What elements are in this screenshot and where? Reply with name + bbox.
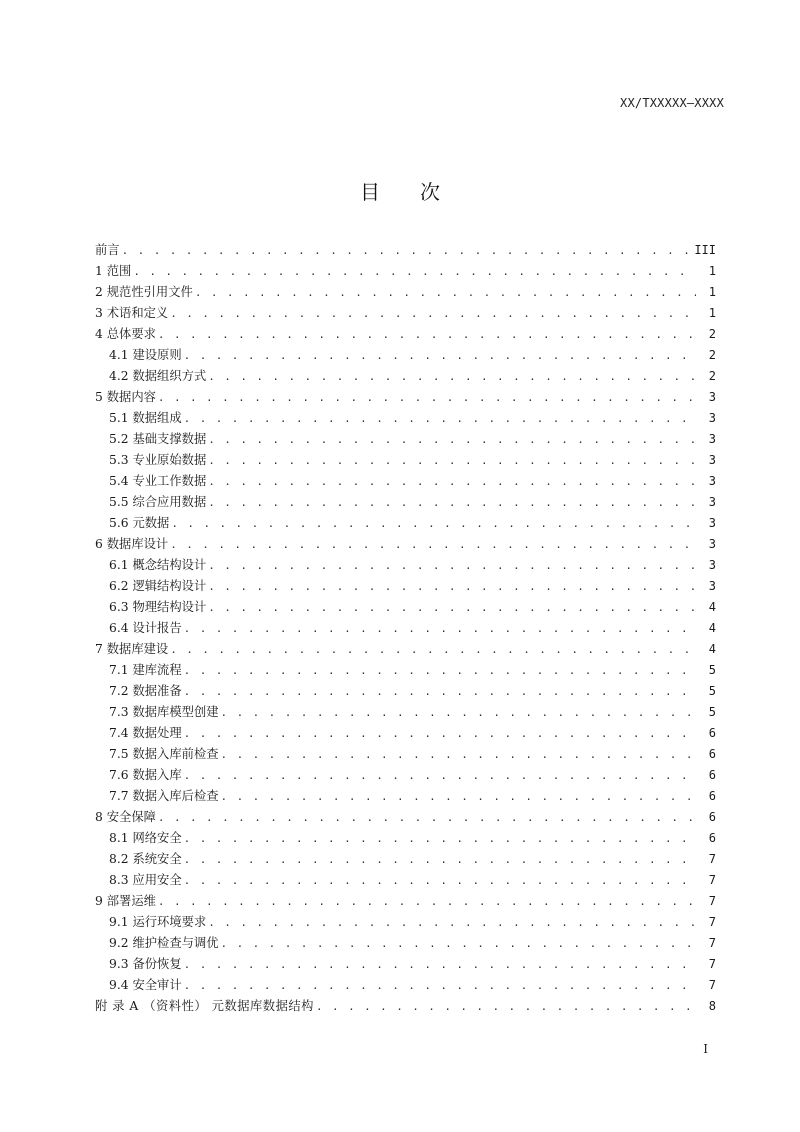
toc-subentry[interactable] [95, 429, 716, 450]
toc-entry-page: 6 [708, 789, 716, 803]
toc-entry[interactable] [95, 303, 716, 324]
toc-leader-dots [170, 303, 696, 324]
toc-entry-page: 7 [708, 894, 716, 908]
toc-entry-page: 2 [708, 369, 716, 383]
toc-leader-dots [316, 996, 696, 1017]
toc-entry-page: 2 [708, 348, 716, 362]
toc-leader-dots [184, 408, 696, 429]
toc-leader-dots [122, 240, 691, 261]
toc-entry[interactable] [95, 807, 716, 828]
toc-subentry[interactable] [95, 744, 716, 765]
toc-entry-label: 7.2 数据准备 [109, 684, 182, 698]
toc-leader-dots [208, 597, 696, 618]
toc-subentry[interactable] [95, 702, 716, 723]
toc-entry-page: III [694, 243, 716, 257]
page-title: 目次 [360, 180, 480, 204]
toc-entry-label: 4 总体要求 [95, 327, 156, 341]
toc-entry-page: 5 [708, 705, 716, 719]
toc-entry-label: 5 数据内容 [95, 390, 156, 404]
toc-leader-dots [221, 933, 696, 954]
toc-leader-dots [184, 828, 696, 849]
toc-entry[interactable] [95, 387, 716, 408]
toc-leader-dots [158, 387, 696, 408]
toc-entry-page: 8 [708, 999, 716, 1013]
toc-leader-dots [221, 744, 696, 765]
toc-entry-page: 3 [708, 495, 716, 509]
toc-leader-dots [208, 576, 696, 597]
toc-entry-page: 4 [708, 621, 716, 635]
toc-entry-label: 前言 [95, 243, 120, 257]
toc-entry-page: 3 [708, 579, 716, 593]
toc-subentry[interactable] [95, 492, 716, 513]
toc-entry-page: 4 [708, 600, 716, 614]
toc-entry-page: 5 [708, 663, 716, 677]
toc-subentry[interactable] [95, 618, 716, 639]
toc-leader-dots [208, 366, 696, 387]
toc-subentry[interactable] [95, 660, 716, 681]
toc-subentry[interactable] [95, 597, 716, 618]
toc-entry[interactable] [95, 324, 716, 345]
toc-subentry[interactable] [95, 954, 716, 975]
toc-entry-page: 1 [708, 285, 716, 299]
toc-entry-page: 6 [708, 810, 716, 824]
toc-entry-page: 7 [708, 873, 716, 887]
toc-entry-label: 9.1 运行环境要求 [109, 915, 207, 929]
toc-leader-dots [184, 618, 696, 639]
toc-subentry[interactable] [95, 366, 716, 387]
toc-subentry[interactable] [95, 786, 716, 807]
toc-entry-label: 6 数据库设计 [95, 537, 169, 551]
toc-subentry[interactable] [95, 471, 716, 492]
toc-entry-page: 3 [708, 453, 716, 467]
toc-entry-label: 6.2 逻辑结构设计 [109, 579, 207, 593]
toc-leader-dots [208, 555, 696, 576]
toc-leader-dots [208, 912, 696, 933]
toc-entry-label: 4.2 数据组织方式 [109, 369, 207, 383]
toc-entry-label: 5.4 专业工作数据 [109, 474, 207, 488]
toc-entry-label: 8 安全保障 [95, 810, 156, 824]
toc-leader-dots [184, 765, 696, 786]
toc-entry-label: 8.3 应用安全 [109, 873, 182, 887]
toc-subentry[interactable] [95, 933, 716, 954]
toc-leader-dots [221, 786, 696, 807]
toc-entry-label: 2 规范性引用文件 [95, 285, 193, 299]
toc-entry[interactable] [95, 261, 716, 282]
table-of-contents [95, 240, 716, 1017]
toc-entry-label: 5.6 元数据 [109, 516, 170, 530]
toc-entry-page: 7 [708, 936, 716, 950]
toc-entry-label: 7.5 数据入库前检查 [109, 747, 219, 761]
toc-leader-dots [158, 807, 696, 828]
toc-leader-dots [221, 702, 696, 723]
standard-code: XX/TXXXXX—XXXX [620, 96, 724, 110]
toc-leader-dots [208, 429, 696, 450]
toc-entry-label: 7.7 数据入库后检查 [109, 789, 219, 803]
toc-leader-dots [184, 849, 696, 870]
toc-entry-page: 3 [708, 411, 716, 425]
toc-entry-page: 1 [708, 306, 716, 320]
toc-entry-label: 1 范围 [95, 264, 132, 278]
toc-entry-label: 5.5 综合应用数据 [109, 495, 207, 509]
toc-subentry[interactable] [95, 828, 716, 849]
toc-subentry[interactable] [95, 975, 716, 996]
toc-entry-label: 9 部署运维 [95, 894, 156, 908]
toc-entry-page: 3 [708, 432, 716, 446]
toc-entry[interactable] [95, 891, 716, 912]
toc-leader-dots [184, 723, 696, 744]
toc-entry-appendix[interactable] [95, 996, 716, 1017]
toc-entry-label: 9.2 维护检查与调优 [109, 936, 219, 950]
toc-entry-page: 6 [708, 831, 716, 845]
toc-entry-label: 7.3 数据库模型创建 [109, 705, 219, 719]
toc-leader-dots [208, 450, 696, 471]
toc-entry-label: 9.4 安全审计 [109, 978, 182, 992]
toc-entry-page: 3 [708, 390, 716, 404]
toc-entry-label: 4.1 建设原则 [109, 348, 182, 362]
toc-leader-dots [208, 471, 696, 492]
toc-leader-dots [184, 975, 696, 996]
toc-entry-page: 5 [708, 684, 716, 698]
toc-leader-dots [195, 282, 696, 303]
toc-leader-dots [184, 345, 696, 366]
toc-entry-page: 6 [708, 726, 716, 740]
toc-entry-label: 8.1 网络安全 [109, 831, 182, 845]
toc-entry-label: 5.2 基础支撑数据 [109, 432, 207, 446]
toc-subentry[interactable] [95, 912, 716, 933]
toc-entry-page: 1 [708, 264, 716, 278]
toc-entry[interactable] [95, 240, 716, 261]
toc-leader-dots [208, 492, 696, 513]
toc-entry-label: 7.4 数据处理 [109, 726, 182, 740]
toc-entry-page: 7 [708, 915, 716, 929]
toc-subentry[interactable] [95, 765, 716, 786]
toc-entry-label: 3 术语和定义 [95, 306, 169, 320]
toc-entry-page: 3 [708, 537, 716, 551]
toc-leader-dots [170, 534, 696, 555]
toc-entry[interactable] [95, 282, 716, 303]
toc-leader-dots [133, 261, 696, 282]
toc-entry-label: 7 数据库建设 [95, 642, 169, 656]
toc-entry-label: 9.3 备份恢复 [109, 957, 182, 971]
toc-entry-page: 2 [708, 327, 716, 341]
toc-entry-label: 5.1 数据组成 [109, 411, 182, 425]
toc-entry-page: 6 [708, 768, 716, 782]
toc-leader-dots [158, 324, 696, 345]
toc-entry-page: 3 [708, 558, 716, 572]
toc-entry-label: 附 录 A （资料性） 元数据库数据结构 [95, 999, 314, 1013]
toc-subentry[interactable] [95, 555, 716, 576]
page-number: I [703, 1042, 708, 1056]
toc-subentry[interactable] [95, 870, 716, 891]
toc-subentry[interactable] [95, 450, 716, 471]
toc-subentry[interactable] [95, 408, 716, 429]
toc-leader-dots [184, 681, 696, 702]
toc-entry-label: 6.4 设计报告 [109, 621, 182, 635]
toc-entry-label: 6.3 物理结构设计 [109, 600, 207, 614]
toc-subentry[interactable] [95, 576, 716, 597]
toc-subentry[interactable] [95, 681, 716, 702]
toc-entry-page: 7 [708, 852, 716, 866]
toc-leader-dots [158, 891, 696, 912]
toc-leader-dots [184, 660, 696, 681]
toc-entry-page: 6 [708, 747, 716, 761]
toc-leader-dots [170, 639, 696, 660]
toc-entry-label: 7.1 建库流程 [109, 663, 182, 677]
toc-entry-page: 7 [708, 978, 716, 992]
toc-entry-label: 5.3 专业原始数据 [109, 453, 207, 467]
toc-leader-dots [184, 954, 696, 975]
toc-subentry[interactable] [95, 513, 716, 534]
toc-subentry[interactable] [95, 345, 716, 366]
toc-entry[interactable] [95, 534, 716, 555]
toc-entry-page: 3 [708, 474, 716, 488]
toc-entry-label: 6.1 概念结构设计 [109, 558, 207, 572]
toc-leader-dots [171, 513, 696, 534]
toc-entry-page: 4 [708, 642, 716, 656]
toc-entry-label: 8.2 系统安全 [109, 852, 182, 866]
toc-leader-dots [184, 870, 696, 891]
toc-entry-page: 7 [708, 957, 716, 971]
toc-entry[interactable] [95, 639, 716, 660]
toc-subentry[interactable] [95, 723, 716, 744]
toc-entry-page: 3 [708, 516, 716, 530]
toc-entry-label: 7.6 数据入库 [109, 768, 182, 782]
toc-subentry[interactable] [95, 849, 716, 870]
